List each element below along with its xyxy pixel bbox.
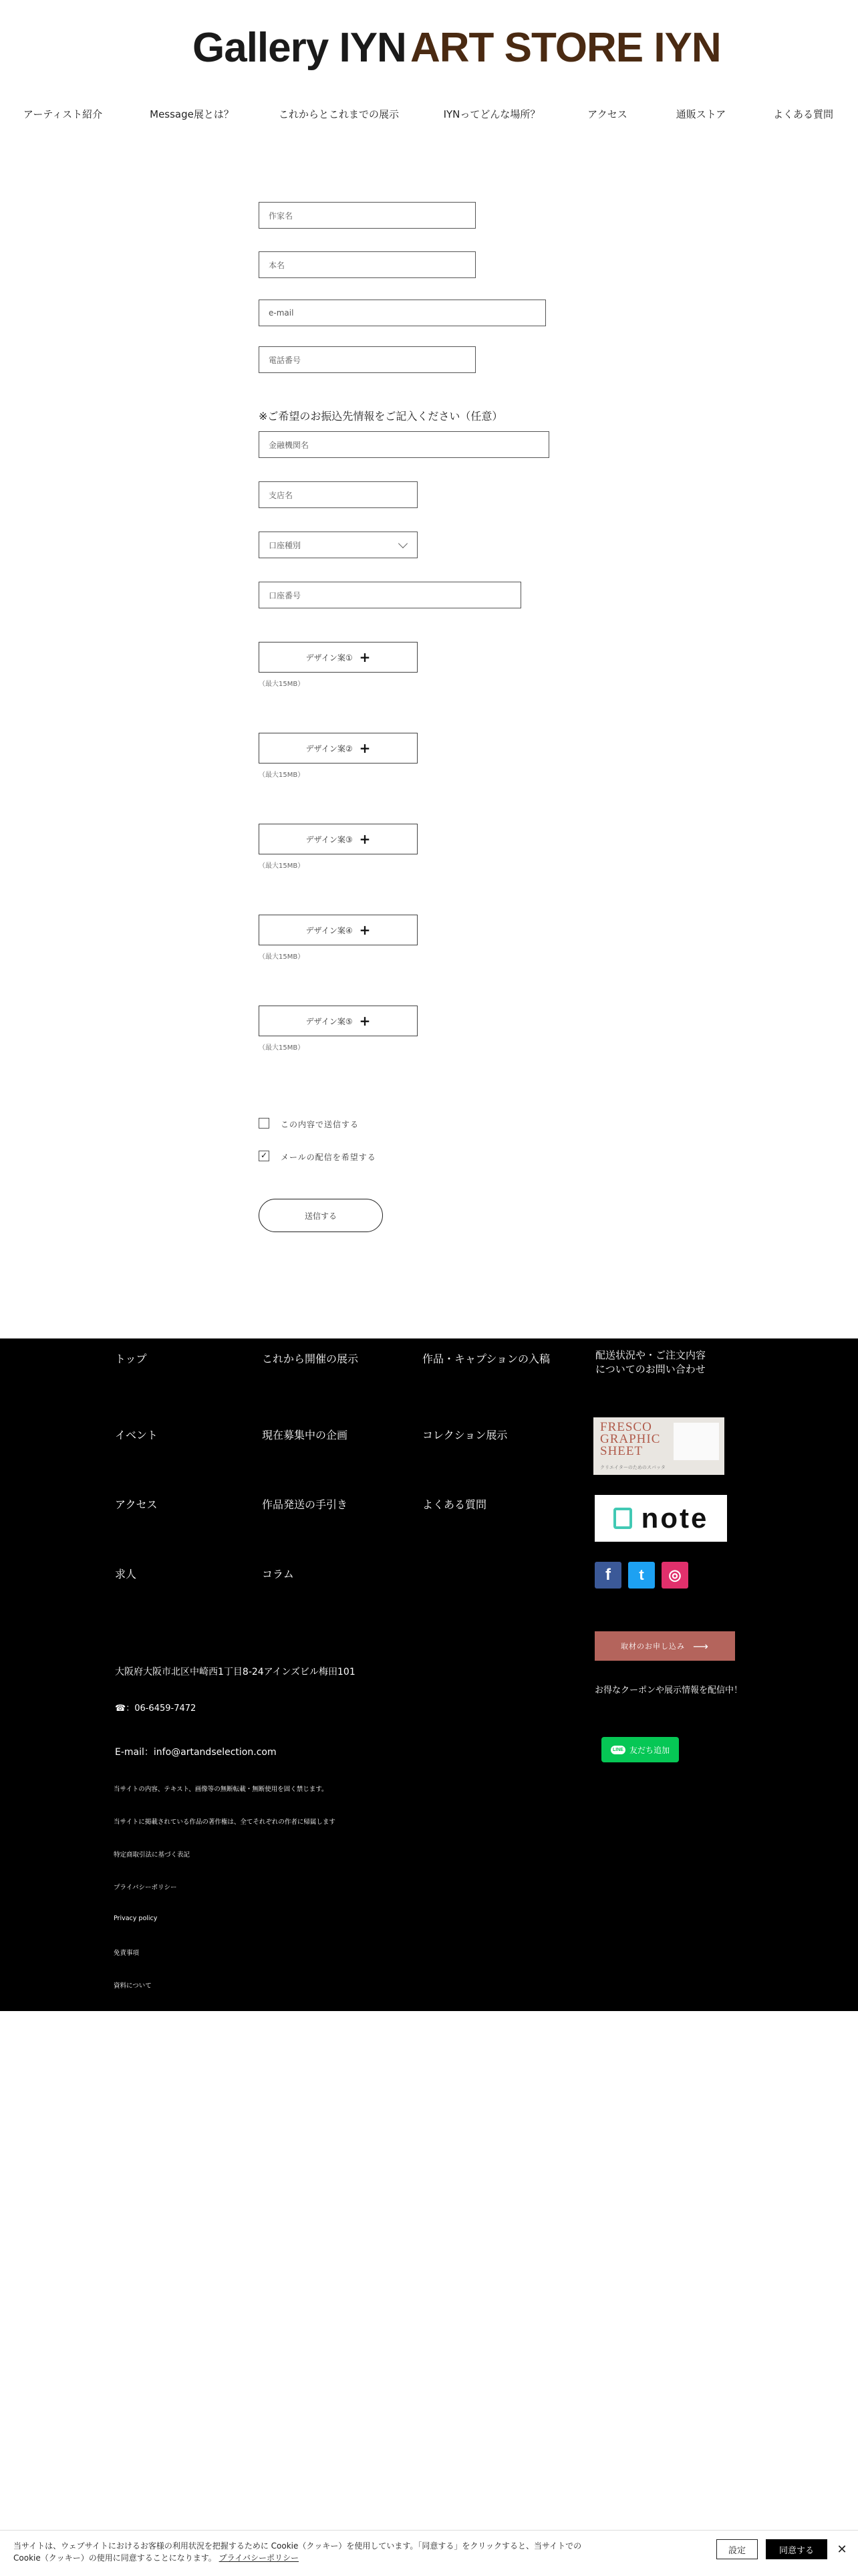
line-icon: LINE: [611, 1746, 625, 1754]
close-icon[interactable]: ✕: [837, 2542, 847, 2557]
coupon-text: お得なクーポンや展示情報を配信中！: [595, 1685, 743, 1695]
banner-text-1: FRESCO: [600, 1420, 652, 1434]
footer-link-shipping-inquiry[interactable]: [595, 1348, 706, 1376]
upload-button-4[interactable]: [259, 915, 418, 945]
footer-address: 大阪府大阪市北区中崎西1丁目8-24アインズビル梅田101: [115, 1667, 355, 1677]
bank-section-title: ※ご希望のお振込先情報をご記入ください（任意）: [259, 410, 503, 423]
cookie-text-line1: 当サイトは、ウェブサイトにおけるお客様の利用状況を把握するために Cookie（クッキー）を使用しています。「同意する」をクリックすると、当サイトでの: [13, 2541, 582, 2551]
footer-link-collection[interactable]: コレクション展示: [422, 1429, 508, 1441]
agree-label: この内容で送信する: [281, 1120, 360, 1129]
footer-phone: ☎：06-6459-7472: [115, 1704, 196, 1714]
nav-message-exhibition[interactable]: Message展とは？: [150, 108, 234, 120]
upload-size-note: （最大15MB）: [259, 1044, 305, 1052]
newsletter-checkbox[interactable]: ✓: [259, 1151, 269, 1161]
cookie-text-line2: Cookie（クッキー）の使用に同意することになります。: [13, 2553, 217, 2563]
line-add-friend-button[interactable]: [601, 1737, 679, 1762]
footer-link-top[interactable]: トップ: [115, 1353, 147, 1365]
upload-label: デザイン案②: [305, 743, 353, 753]
plus-icon: +: [359, 740, 371, 756]
footer-link-faq[interactable]: よくある質問: [422, 1498, 487, 1511]
footer-link-artwork-entry[interactable]: 作品・キャプションの入稿: [422, 1353, 551, 1365]
upload-button-3[interactable]: [259, 824, 418, 854]
gallery-logo[interactable]: Gallery IYN: [192, 25, 406, 71]
nav-access[interactable]: アクセス: [587, 108, 627, 120]
note-logo-text: note: [641, 1502, 709, 1534]
upload-button-1[interactable]: [259, 642, 418, 673]
account-number-field[interactable]: [259, 582, 521, 608]
banner-text-3: SHEET: [600, 1444, 644, 1458]
branch-field[interactable]: [259, 481, 418, 508]
upload-size-note: （最大15MB）: [259, 681, 305, 688]
upload-label: デザイン案④: [305, 925, 353, 935]
chevron-down-icon: [398, 539, 408, 548]
nav-faq[interactable]: よくある質問: [772, 108, 834, 120]
banner-paper-image: [674, 1423, 719, 1460]
footer-link-materials[interactable]: 資料について: [114, 1982, 152, 1990]
material-request-label: 取材のお申し込み: [621, 1642, 686, 1651]
nav-artists[interactable]: アーティスト紹介: [23, 108, 103, 120]
plus-icon: +: [359, 649, 371, 665]
banner-subtext: クリエイターのためのスパッタ: [600, 1465, 666, 1470]
real-name-placeholder: 本名: [269, 260, 285, 270]
bank-name-placeholder: 金融機関名: [269, 440, 309, 450]
footer-link-jobs[interactable]: 求人: [115, 1568, 137, 1580]
upload-label: デザイン案⑤: [305, 1016, 353, 1026]
phone-field[interactable]: [259, 346, 476, 373]
footer-link-tokushoho[interactable]: 特定商取引法に基づく表記: [114, 1851, 190, 1859]
footer-link-upcoming[interactable]: これから開催の展示: [262, 1353, 359, 1365]
facebook-icon[interactable]: f: [595, 1562, 621, 1589]
bank-name-field[interactable]: [259, 431, 549, 458]
footer-link-event[interactable]: イベント: [115, 1429, 158, 1441]
newsletter-label: メールの配信を希望する: [281, 1153, 376, 1162]
footer-link-privacy-en[interactable]: Privacy policy: [114, 1915, 158, 1922]
email-field[interactable]: [259, 300, 546, 326]
artist-name-placeholder: 作家名: [269, 211, 293, 221]
upload-size-note: （最大15MB）: [259, 772, 305, 779]
account-number-placeholder: 口座番号: [269, 590, 301, 600]
plus-icon: +: [359, 831, 371, 847]
nav-store[interactable]: 通販ストア: [676, 108, 726, 120]
footer-link-privacy-ja[interactable]: プライバシーポリシー: [114, 1884, 177, 1891]
store-logo[interactable]: ART STORE IYN: [410, 25, 721, 71]
copyright-notice: 当サイトの内容、テキスト、画像等の無断転載・無断使用を固く禁じます。: [114, 1786, 328, 1793]
footer-link-shipping-guide[interactable]: 作品発送の手引き: [262, 1498, 348, 1511]
shipping-inquiry-line1: 配送状況や・ご注文内容: [595, 1349, 706, 1361]
account-type-placeholder: 口座種別: [269, 540, 301, 550]
line-button-label: 友だち追加: [629, 1745, 670, 1755]
cookie-text: [13, 2540, 708, 2564]
cookie-agree-button[interactable]: 同意する: [766, 2539, 827, 2559]
site-footer: [0, 1338, 858, 2011]
footer-email[interactable]: E-mail：info@artandselection.com: [115, 1747, 277, 1758]
account-type-select[interactable]: [259, 532, 418, 558]
artist-name-field[interactable]: [259, 202, 476, 229]
branch-placeholder: 支店名: [269, 490, 293, 500]
twitter-icon[interactable]: t: [628, 1562, 655, 1589]
footer-link-recruiting[interactable]: 現在募集中の企画: [262, 1429, 348, 1441]
real-name-field[interactable]: [259, 251, 476, 278]
cookie-banner: [0, 2530, 858, 2576]
upload-label: デザイン案③: [305, 834, 353, 844]
email-placeholder: e-mail: [269, 308, 294, 318]
instagram-icon[interactable]: ◎: [662, 1562, 688, 1589]
plus-icon: +: [359, 1013, 371, 1029]
banner-text-2: GRAPHIC: [600, 1432, 661, 1446]
footer-link-column[interactable]: コラム: [262, 1568, 294, 1580]
copyright-notice-2: 当サイトに掲載されている作品の著作権は、全てそれぞれの作者に帰属します: [114, 1819, 335, 1826]
upload-label: デザイン案①: [305, 653, 353, 663]
material-request-button[interactable]: [595, 1631, 735, 1661]
cookie-privacy-link[interactable]: プライバシーポリシー: [219, 2553, 299, 2563]
upload-button-2[interactable]: [259, 733, 418, 764]
footer-link-disclaimer[interactable]: 免責事項: [114, 1950, 140, 1957]
fresco-graphic-sheet-banner[interactable]: [593, 1417, 724, 1475]
phone-placeholder: 電話番号: [269, 355, 301, 365]
submit-button[interactable]: 送信する: [259, 1199, 383, 1232]
cookie-settings-button[interactable]: 設定: [716, 2539, 758, 2559]
footer-link-access[interactable]: アクセス: [115, 1498, 158, 1511]
plus-icon: +: [359, 922, 371, 938]
shipping-inquiry-line2: についてのお問い合わせ: [595, 1363, 706, 1375]
nav-exhibitions[interactable]: これからとこれまでの展示: [278, 108, 400, 120]
note-icon: [613, 1508, 632, 1529]
note-banner[interactable]: [595, 1495, 727, 1542]
nav-about[interactable]: IYNってどんな場所？: [443, 108, 541, 120]
upload-button-5[interactable]: [259, 1006, 418, 1036]
upload-size-note: （最大15MB）: [259, 953, 305, 961]
agree-checkbox[interactable]: [259, 1118, 269, 1129]
arrow-right-icon: ⟶: [693, 1639, 709, 1653]
upload-size-note: （最大15MB）: [259, 862, 305, 870]
